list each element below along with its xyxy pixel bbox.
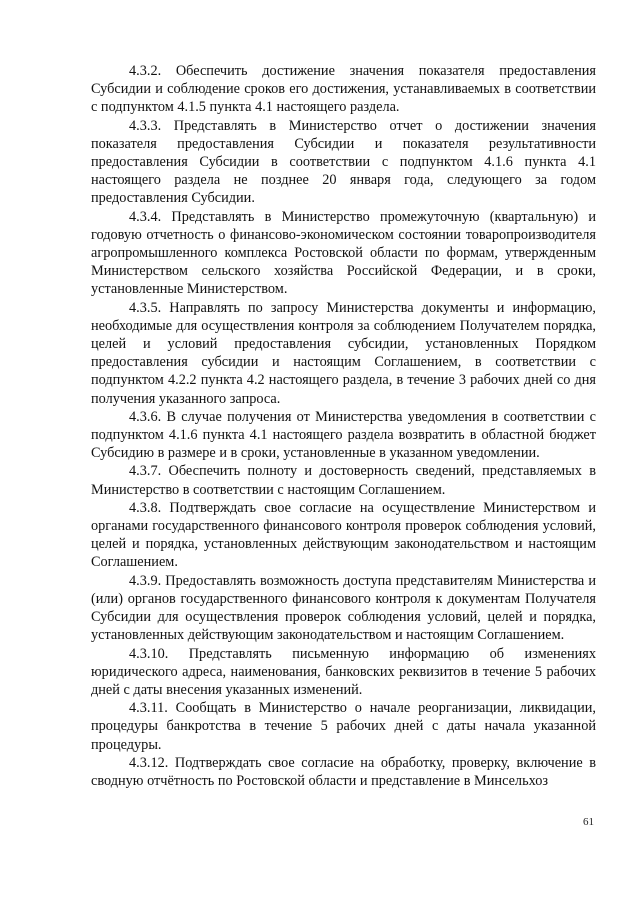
- paragraph-4-3-2: 4.3.2. Обеспечить достижение значения показателя предоставления Субсидии и соблюдение сроков его достижения, устанавливаемых в соответствии с подпунктом 4.1.5 пункта 4.1 настоящего раздела.: [91, 63, 596, 116]
- paragraph-4-3-10: 4.3.10. Представлять письменную информацию об изменениях юридического адреса, наименования, банковских реквизитов в течение 5 рабочих дней с даты внесения указанных изменений.: [91, 645, 596, 698]
- paragraph-4-3-4: 4.3.4. Представлять в Министерство промежуточную (квартальную) и годовую отчетность о финансово-экономическом состоянии товаропроизводителя агропромышленного комплекса Ростовской области по формам, утвержденным Министерством сельского хозяйства Российской Федерации, и в сроки, установленные Министерством.: [91, 208, 596, 298]
- paragraph-4-3-6: 4.3.6. В случае получения от Министерства уведомления в соответствии с подпунктом 4.1.6 пункта 4.1 настоящего раздела возвратить в областной бюджет Субсидию в размере и в сроки, установленные в указанном уведомлении.: [91, 408, 596, 462]
- paragraph-4-3-8: 4.3.8. Подтверждать свое согласие на осуществление Министерством и органами государственного финансового контроля проверок соблюдения условий, целей и порядка, установленных действующим законодательством и настоящим Соглашением.: [91, 499, 596, 571]
- page-number: 61: [583, 816, 594, 828]
- paragraph-4-3-12: 4.3.12. Подтверждать свое согласие на обработку, проверку, включение в сводную отчётность по Ростовской области и представление в Минсельхоз: [91, 754, 596, 789]
- document-body: [91, 62, 596, 790]
- paragraph-4-3-3: 4.3.3. Представлять в Министерство отчет о достижении значения показателя предоставления Субсидии и показателя результативности предоставления Субсидии в соответствии с подпунктом 4.1.6 пункта 4.1 настоящего раздела не позднее 20 января года, следующего за годом предоставления Субсидии.: [91, 117, 596, 207]
- paragraph-4-3-11: 4.3.11. Сообщать в Министерство о начале реорганизации, ликвидации, процедуры банкротства в течение 5 рабочих дней с даты начала указанной процедуры.: [91, 700, 596, 753]
- paragraph-4-3-5: 4.3.5. Направлять по запросу Министерства документы и информацию, необходимые для осуществления контроля за соблюдением Получателем порядка, целей и условий предоставления субсидии, установленных Порядком предоставления субсидии и настоящим Соглашением, в соответствии с подпунктом 4.2.2 пункта 4.2 настоящего раздела, в течение 3 рабочих дней со дня получения указанного запроса.: [91, 299, 596, 407]
- paragraph-4-3-9: 4.3.9. Предоставлять возможность доступа представителям Министерства и (или) органов государственного финансового контроля к документам Получателя Субсидии для осуществления проверок соблюдения условий, целей и порядка, установленных действующим законодательством и настоящим Соглашением.: [91, 572, 596, 644]
- paragraph-4-3-7: 4.3.7. Обеспечить полноту и достоверность сведений, представляемых в Министерство в соответствии с настоящим Соглашением.: [91, 463, 596, 498]
